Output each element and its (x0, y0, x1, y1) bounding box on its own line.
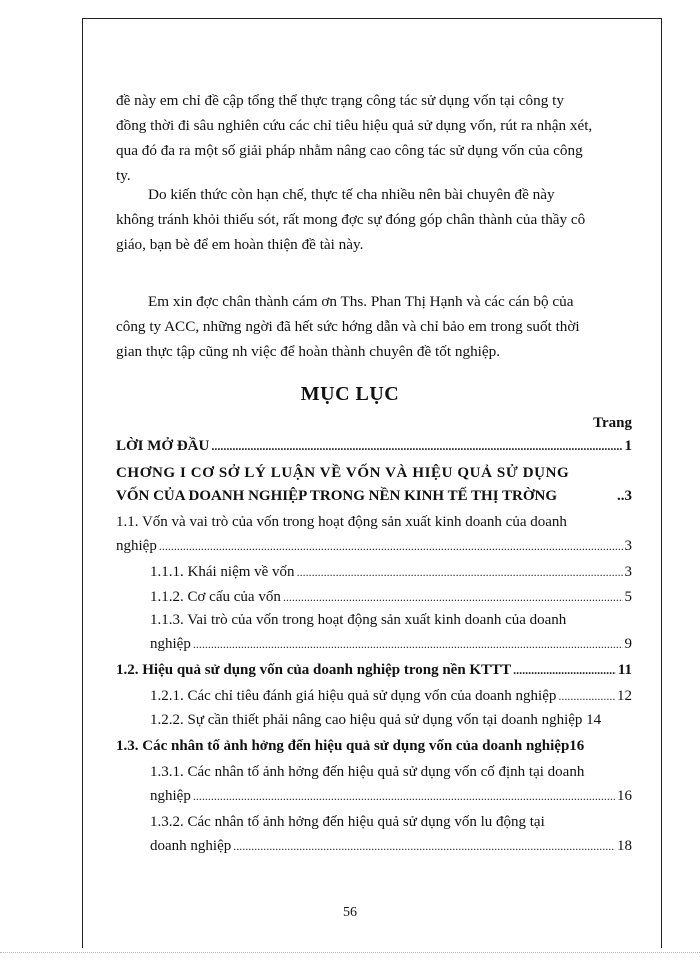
toc-entry-line1[interactable]: CHƠNG I CƠ SỞ LÝ LUẬN VỀ VỐN VÀ HIỆU QUẢ SỬ DỤNG (116, 465, 570, 481)
toc-leader (297, 565, 623, 580)
toc-entry[interactable] (150, 636, 632, 660)
paragraph-limitations (116, 182, 632, 257)
toc-entry-line1[interactable]: 1.1.3. Vai trò của vốn trong hoạt động sản xuất kinh doanh của doanh (150, 612, 567, 628)
paragraph-line: đồng thời đi sâu nghiên cứu các chỉ tiêu hiệu quả sử dụng vốn, rút ra nhận xét, (116, 117, 593, 134)
toc-entry-line1[interactable]: 1.3.1. Các nhân tố ảnh hởng đến hiệu quả sử dụng vốn cố định tại doanh (150, 764, 585, 780)
toc-entry-page: 5 (624, 589, 632, 605)
toc-entry-text: LỜI MỞ ĐẦU (116, 438, 210, 454)
toc-entry[interactable] (150, 564, 632, 588)
toc-entry[interactable] (150, 688, 632, 712)
toc-leader (211, 439, 622, 454)
paragraph-line: công ty ACC, những ngời đã hết sức hớng dẫn và chỉ bảo em trong suốt thời (116, 318, 580, 335)
paragraph-line: Em xin đợc chân thành cám ơn Ths. Phan Thị Hạnh và các cán bộ của (148, 293, 574, 310)
toc-entry-text: nghiệp (150, 636, 191, 652)
paragraph-thanks (116, 289, 632, 364)
toc-entry-page: 12 (617, 688, 632, 704)
toc-entry-text: doanh nghiệp (150, 838, 232, 854)
toc-entry[interactable]: 1.3. Các nhân tố ảnh hởng đến hiệu quả sử dụng vốn của doanh nghiệp16 (116, 738, 585, 754)
toc-entry-page: 9 (624, 636, 632, 652)
paragraph-line: ty. (116, 167, 131, 184)
toc-entry[interactable] (116, 538, 632, 562)
toc-leader (159, 539, 623, 554)
toc-entry[interactable] (150, 788, 632, 812)
toc-leader (283, 590, 623, 605)
toc-leader (513, 663, 616, 678)
paragraph-line: không tránh khỏi thiếu sót, rất mong đợc sự đóng góp chân thành của thầy cô (116, 211, 586, 228)
toc-entry-page: 3 (624, 564, 632, 580)
page-number: 56 (343, 905, 357, 920)
toc-title: MỤC LỤC (300, 383, 400, 405)
toc-leader (558, 689, 615, 704)
paragraph-line: qua đó đa ra một số giải pháp nhằm nâng cao công tác sử dụng vốn của công (116, 142, 583, 159)
toc-entry[interactable]: 1.2.2. Sự cần thiết phải nâng cao hiệu quả sử dụng vốn tại doanh nghiệp 14 (150, 712, 602, 728)
toc-entry[interactable] (116, 662, 632, 686)
toc-entry-page: 16 (617, 788, 632, 804)
toc-entry-text: nghiệp (116, 538, 157, 554)
toc-entry[interactable] (116, 438, 632, 462)
toc-entry[interactable] (150, 589, 632, 613)
toc-entry-line1[interactable]: 1.1. Vốn và vai trò của vốn trong hoạt động sản xuất kinh doanh của doanh (116, 514, 567, 530)
paragraph-scope (116, 88, 632, 188)
toc-entry-text: 1.2.1. Các chỉ tiêu đánh giá hiệu quả sử dụng vốn của doanh nghiệp (150, 688, 557, 704)
toc-entry-line1[interactable]: 1.3.2. Các nhân tố ảnh hởng đến hiệu quả sử dụng vốn lu động tại (150, 814, 545, 830)
toc-entry-page: 18 (617, 838, 632, 854)
toc-leader (233, 839, 615, 854)
paragraph-line: Do kiến thức còn hạn chế, thực tế cha nhiều nên bài chuyên đề này (148, 186, 555, 203)
toc-entry-page: 3 (624, 538, 632, 554)
toc-page-label: Trang (593, 415, 632, 431)
toc-entry-page: 11 (617, 662, 632, 678)
bottom-rule (0, 952, 700, 953)
toc-entry-page: ..3 (617, 488, 632, 504)
toc-entry-text: 1.1.2. Cơ cấu của vốn (150, 589, 281, 605)
paragraph-line: đề này em chỉ đề cập tổng thể thực trạng công tác sử dụng vốn tại công ty (116, 92, 564, 109)
toc-entry-text: 1.2. Hiệu quả sử dụng vốn của doanh nghiệp trong nền KTTT (116, 662, 512, 678)
toc-entry-text: VỐN CỦA DOANH NGHIỆP TRONG NỀN KINH TẾ THỊ TRỜNG (116, 488, 558, 504)
toc-entry-page: 1 (624, 438, 632, 454)
toc-leader (193, 637, 623, 652)
paragraph-line: giáo, bạn bè để em hoàn thiện đề tài này. (116, 236, 364, 253)
toc-entry-text: nghiệp (150, 788, 191, 804)
toc-entry-text: 1.1.1. Khái niệm về vốn (150, 564, 295, 580)
toc-entry[interactable] (116, 488, 632, 512)
toc-entry[interactable] (150, 838, 632, 862)
toc-leader (193, 789, 615, 804)
paragraph-line: gian thực tập cũng nh việc để hoàn thành chuyên đề tốt nghiệp. (116, 343, 501, 360)
